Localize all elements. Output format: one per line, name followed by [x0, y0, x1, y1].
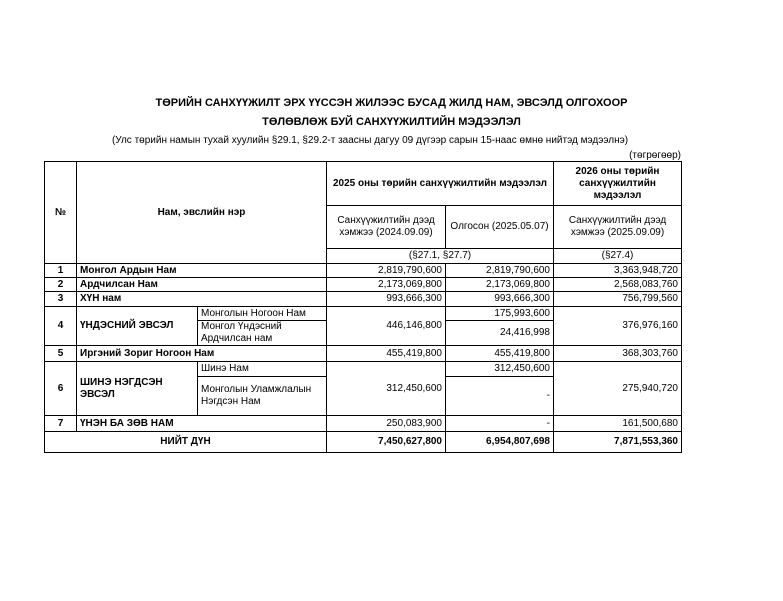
row-no: 2: [45, 278, 77, 292]
total-paid-2025: 6,954,807,698: [446, 432, 554, 453]
total-limit-2025: 7,450,627,800: [327, 432, 446, 453]
row-no: 1: [45, 264, 77, 278]
limit-2026: 275,940,720: [554, 362, 682, 416]
header-paid-2025: Олгосон (2025.05.07): [446, 206, 554, 249]
header-limit-2026: Санхүүжилтийн дээд хэмжээ (2025.09.09): [554, 206, 682, 249]
unit-label: (төгрөгөөр): [629, 150, 681, 161]
party-name: ҮНЭН БА ЗӨВ НАМ: [77, 416, 327, 432]
party-name: Ардчилсан Нам: [77, 278, 327, 292]
title-line-1: ТӨРИЙН САНХҮҮЖИЛТ ЭРХ ҮҮССЭН ЖИЛЭЭС БУСАД ЖИЛД НАМ, ЭВСЭЛД ОЛГОХООР: [155, 97, 628, 109]
row-no: 3: [45, 292, 77, 307]
header-2025: 2025 оны төрийн санхүүжилтийн мэдээлэл: [327, 162, 554, 206]
limit-2026: 161,500,680: [554, 416, 682, 432]
limit-2025: 446,146,800: [327, 307, 446, 346]
paid-2025: 2,173,069,800: [446, 278, 554, 292]
coalition-name: ҮНДЭСНИЙ ЭВСЭЛ: [77, 307, 198, 346]
paid-2025: 24,416,998: [446, 321, 554, 346]
header-limit-2025: Санхүүжилтийн дээд хэмжээ (2024.09.09): [327, 206, 446, 249]
party-name: ХҮН нам: [77, 292, 327, 307]
limit-2026: 368,303,760: [554, 346, 682, 362]
table-row: [45, 416, 682, 432]
total-label: НИЙТ ДҮН: [45, 432, 327, 453]
table-row: [45, 278, 682, 292]
limit-2025: 455,419,800: [327, 346, 446, 362]
table-row: [45, 292, 682, 307]
table-row: [45, 307, 682, 321]
member-party-name: Монгол Үндэсний Ардчилсан нам: [198, 321, 327, 346]
ref-2026: (§27.4): [554, 249, 682, 264]
table-row: [45, 362, 682, 377]
member-party-name: Монголын Уламжлалын Нэгдсэн Нам: [198, 377, 327, 416]
ref-2025: (§27.1, §27.7): [327, 249, 554, 264]
row-no: 7: [45, 416, 77, 432]
paid-2025: -: [446, 377, 554, 416]
row-no: 5: [45, 346, 77, 362]
header-name: Нам, эвслийн нэр: [77, 162, 327, 264]
title-line-2: ТӨЛӨВЛӨЖ БУЙ САНХҮҮЖИЛТИЙН МЭДЭЭЛЭЛ: [262, 116, 521, 128]
row-no: 4: [45, 307, 77, 346]
limit-2026: 3,363,948,720: [554, 264, 682, 278]
subtitle: (Улс төрийн намын тухай хуулийн §29.1, §29.2-т заасны дагуу 09 дүгээр сарын 15-наас өмнө нийтэд мэдээлнэ): [111, 135, 629, 146]
limit-2026: 376,976,160: [554, 307, 682, 346]
paid-2025: 2,819,790,600: [446, 264, 554, 278]
header-no: №: [45, 162, 77, 264]
row-no: 6: [45, 362, 77, 416]
limit-2025: 312,450,600: [327, 362, 446, 416]
table-row: [45, 264, 682, 278]
limit-2026: 756,799,560: [554, 292, 682, 307]
paid-2025: 455,419,800: [446, 346, 554, 362]
member-party-name: Монголын Ногоон Нам: [198, 307, 327, 321]
party-name: Монгол Ардын Нам: [77, 264, 327, 278]
total-limit-2026: 7,871,553,360: [554, 432, 682, 453]
paid-2025: 175,993,600: [446, 307, 554, 321]
limit-2025: 993,666,300: [327, 292, 446, 307]
coalition-name: ШИНЭ НЭГДСЭН ЭВСЭЛ: [77, 362, 198, 416]
paid-2025: 993,666,300: [446, 292, 554, 307]
paid-2025: -: [446, 416, 554, 432]
party-name: Иргэний Зориг Ногоон Нам: [77, 346, 327, 362]
total-row: [45, 432, 682, 453]
limit-2026: 2,568,083,760: [554, 278, 682, 292]
funding-table: [44, 161, 682, 453]
header-2026: 2026 оны төрийн санхүүжилтийн мэдээлэл: [554, 162, 682, 206]
member-party-name: Шинэ Нам: [198, 362, 327, 377]
table-row: [45, 346, 682, 362]
limit-2025: 250,083,900: [327, 416, 446, 432]
limit-2025: 2,819,790,600: [327, 264, 446, 278]
limit-2025: 2,173,069,800: [327, 278, 446, 292]
paid-2025: 312,450,600: [446, 362, 554, 377]
